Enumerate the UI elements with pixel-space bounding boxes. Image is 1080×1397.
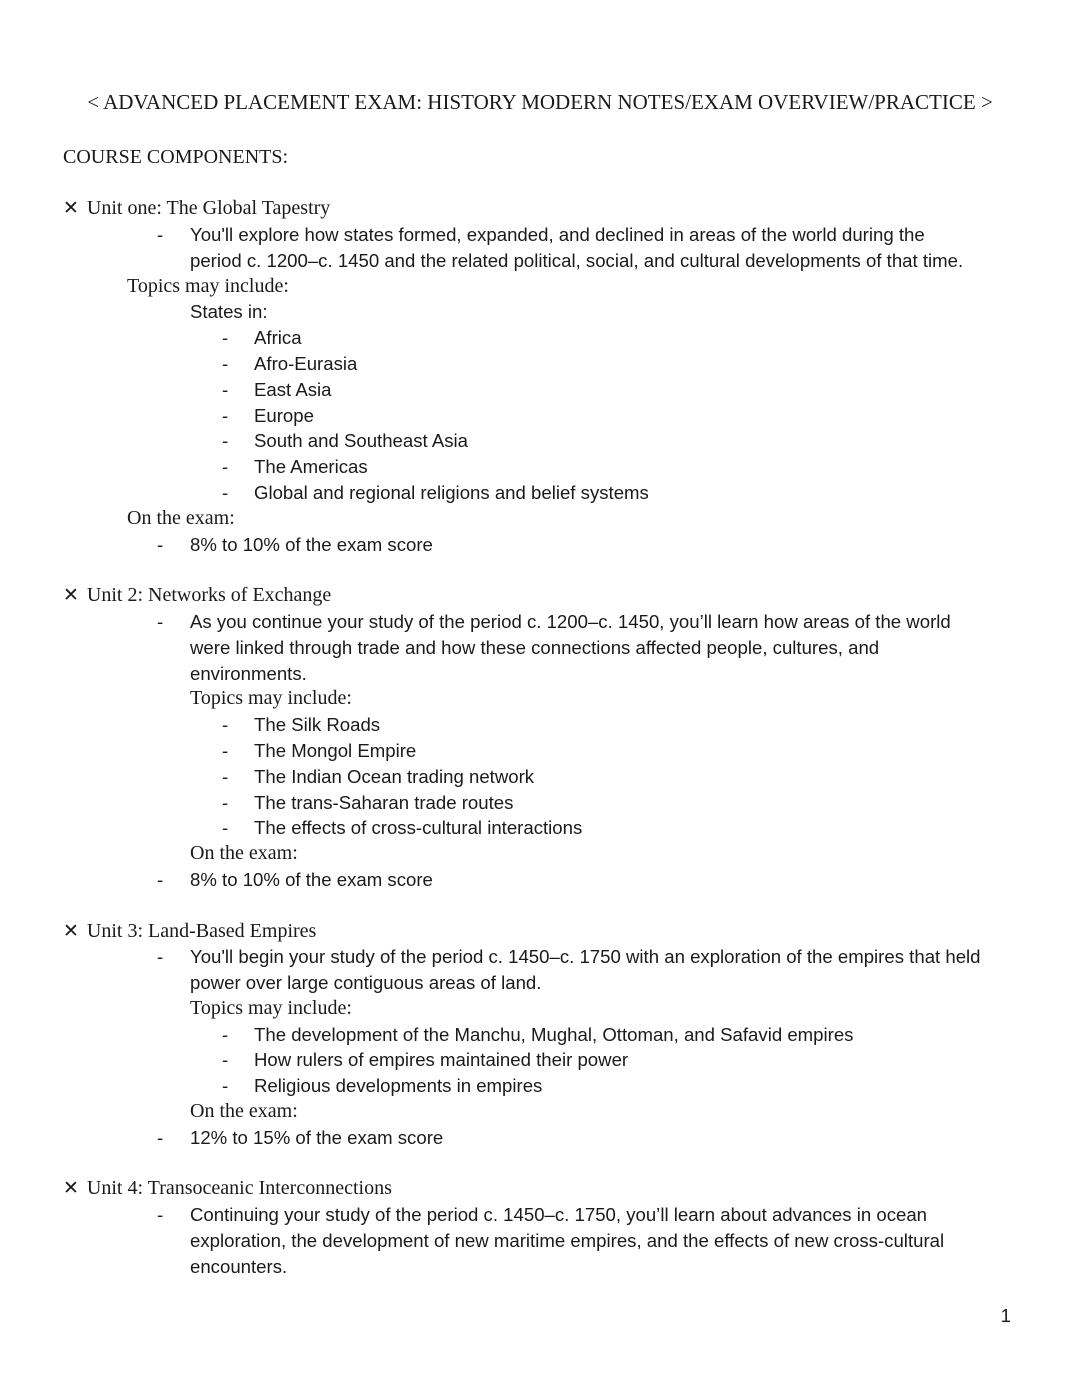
topic-text: Europe	[254, 404, 314, 426]
bullet-dash: -	[222, 817, 229, 839]
description-line: environments.	[190, 662, 307, 684]
bullet-dash: -	[157, 223, 164, 245]
unit-3-topics-label: Topics may include:	[190, 996, 352, 1019]
bullet-dash: -	[157, 1126, 164, 1148]
unit-3-heading	[63, 919, 1080, 945]
unit-1-heading	[63, 196, 1080, 222]
bullet-dash: -	[222, 456, 229, 478]
bullet-dash: -	[222, 1049, 229, 1071]
spacer	[0, 116, 1080, 142]
bullet-dash: -	[222, 765, 229, 787]
unit-1-description	[157, 222, 1080, 248]
unit-1-topics-intro: States in:	[190, 301, 268, 323]
bullet-dash: -	[222, 352, 229, 374]
bullet-dash: -	[222, 714, 229, 736]
topic-text: South and Southeast Asia	[254, 430, 468, 452]
unit-1-title: Unit one: The Global Tapestry	[86, 197, 331, 220]
unit-4-description	[157, 1202, 1080, 1228]
description-line: You'll begin your study of the period c. 1450–c. 1750 with an exploration of the empires that held	[190, 946, 981, 968]
description-line: Continuing your study of the period c. 1450–c. 1750, you’ll learn about advances in ocean	[190, 1204, 928, 1226]
x-mark-icon: ✕	[63, 1177, 79, 1200]
topic-text: The Americas	[254, 456, 368, 478]
topic-text: The development of the Manchu, Mughal, Ottoman, and Safavid empires	[254, 1023, 854, 1045]
unit-2-exam-weight	[157, 867, 1080, 893]
unit-1-exam-label: On the exam:	[127, 506, 235, 529]
bullet-dash: -	[222, 791, 229, 813]
unit-2-section	[0, 583, 1080, 893]
description-line: As you continue your study of the period c. 1200–c. 1450, you’ll learn how areas of the world	[190, 610, 951, 632]
topic-item	[222, 351, 1080, 377]
bullet-dash: -	[222, 1023, 229, 1045]
topic-item	[222, 764, 1080, 790]
topic-item	[222, 480, 1080, 506]
topic-text: How rulers of empires maintained their power	[254, 1049, 629, 1071]
unit-2-topics-label: Topics may include:	[190, 687, 352, 710]
topic-text: The Mongol Empire	[254, 739, 417, 761]
description-line: were linked through trade and how these connections affected people, cultures, and	[190, 636, 880, 658]
topic-item	[222, 815, 1080, 841]
unit-2-exam-label: On the exam:	[190, 842, 298, 865]
spacer	[0, 893, 1080, 919]
topic-item	[222, 377, 1080, 403]
topic-text: East Asia	[254, 378, 332, 400]
x-mark-icon: ✕	[63, 197, 79, 220]
unit-3-exam-label: On the exam:	[190, 1100, 298, 1123]
topic-item	[222, 712, 1080, 738]
topic-item	[222, 1047, 1080, 1073]
x-mark-icon: ✕	[63, 919, 79, 942]
unit-1-topics-label: Topics may include:	[127, 274, 289, 297]
topic-item	[222, 454, 1080, 480]
topic-item	[222, 1022, 1080, 1048]
topic-text: The Indian Ocean trading network	[254, 765, 535, 787]
topic-text: Afro-Eurasia	[254, 352, 358, 374]
spacer	[0, 170, 1080, 196]
unit-3-exam-weight	[157, 1125, 1080, 1151]
page-number: 1	[1000, 1305, 1011, 1326]
bullet-dash: -	[222, 739, 229, 761]
exam-weight-text: 12% to 15% of the exam score	[190, 1126, 444, 1148]
x-mark-icon: ✕	[63, 584, 79, 607]
course-components-label: COURSE COMPONENTS:	[63, 145, 289, 168]
topic-item	[222, 325, 1080, 351]
topic-item	[222, 738, 1080, 764]
unit-1-section	[0, 196, 1080, 557]
unit-4-title: Unit 4: Transoceanic Interconnections	[86, 1177, 392, 1200]
unit-3-description	[157, 944, 1080, 970]
topic-item	[222, 403, 1080, 429]
topic-item	[222, 1073, 1080, 1099]
unit-2-heading	[63, 583, 1080, 609]
bullet-dash: -	[222, 327, 229, 349]
spacer	[0, 557, 1080, 583]
unit-3-section	[0, 919, 1080, 1151]
unit-1-exam-weight	[157, 532, 1080, 558]
bullet-dash: -	[222, 481, 229, 503]
bullet-dash: -	[157, 610, 164, 632]
unit-4-section	[0, 1176, 1080, 1279]
description-line: You'll explore how states formed, expanded, and declined in areas of the world during the	[190, 223, 925, 245]
topic-item	[222, 790, 1080, 816]
topic-item	[222, 428, 1080, 454]
description-line: exploration, the development of new maritime empires, and the effects of new cross-cultural	[190, 1230, 945, 1252]
bullet-dash: -	[157, 1204, 164, 1226]
exam-weight-text: 8% to 10% of the exam score	[190, 533, 433, 555]
bullet-dash: -	[222, 430, 229, 452]
exam-weight-text: 8% to 10% of the exam score	[190, 868, 433, 890]
bullet-dash: -	[222, 1075, 229, 1097]
unit-3-title: Unit 3: Land-Based Empires	[86, 919, 317, 942]
description-line: period c. 1200–c. 1450 and the related political, social, and cultural developments of that time.	[190, 249, 964, 271]
spacer	[0, 1151, 1080, 1177]
bullet-dash: -	[157, 533, 164, 555]
topic-text: The effects of cross-cultural interactions	[254, 817, 583, 839]
bullet-dash: -	[157, 946, 164, 968]
unit-2-description	[157, 609, 1080, 635]
bullet-dash: -	[222, 404, 229, 426]
topic-text: Global and regional religions and belief systems	[254, 481, 649, 503]
unit-2-title: Unit 2: Networks of Exchange	[86, 584, 332, 607]
unit-4-heading	[63, 1176, 1080, 1202]
topic-text: The trans-Saharan trade routes	[254, 791, 514, 813]
topic-text: Africa	[254, 327, 302, 349]
page-title: < ADVANCED PLACEMENT EXAM: HISTORY MODERN NOTES/EXAM OVERVIEW/PRACTICE >	[87, 90, 993, 114]
bullet-dash: -	[157, 868, 164, 890]
description-line: encounters.	[190, 1255, 288, 1277]
bullet-dash: -	[222, 378, 229, 400]
topic-text: The Silk Roads	[254, 714, 381, 736]
topic-text: Religious developments in empires	[254, 1075, 543, 1097]
description-line: power over large contiguous areas of land.	[190, 972, 542, 994]
